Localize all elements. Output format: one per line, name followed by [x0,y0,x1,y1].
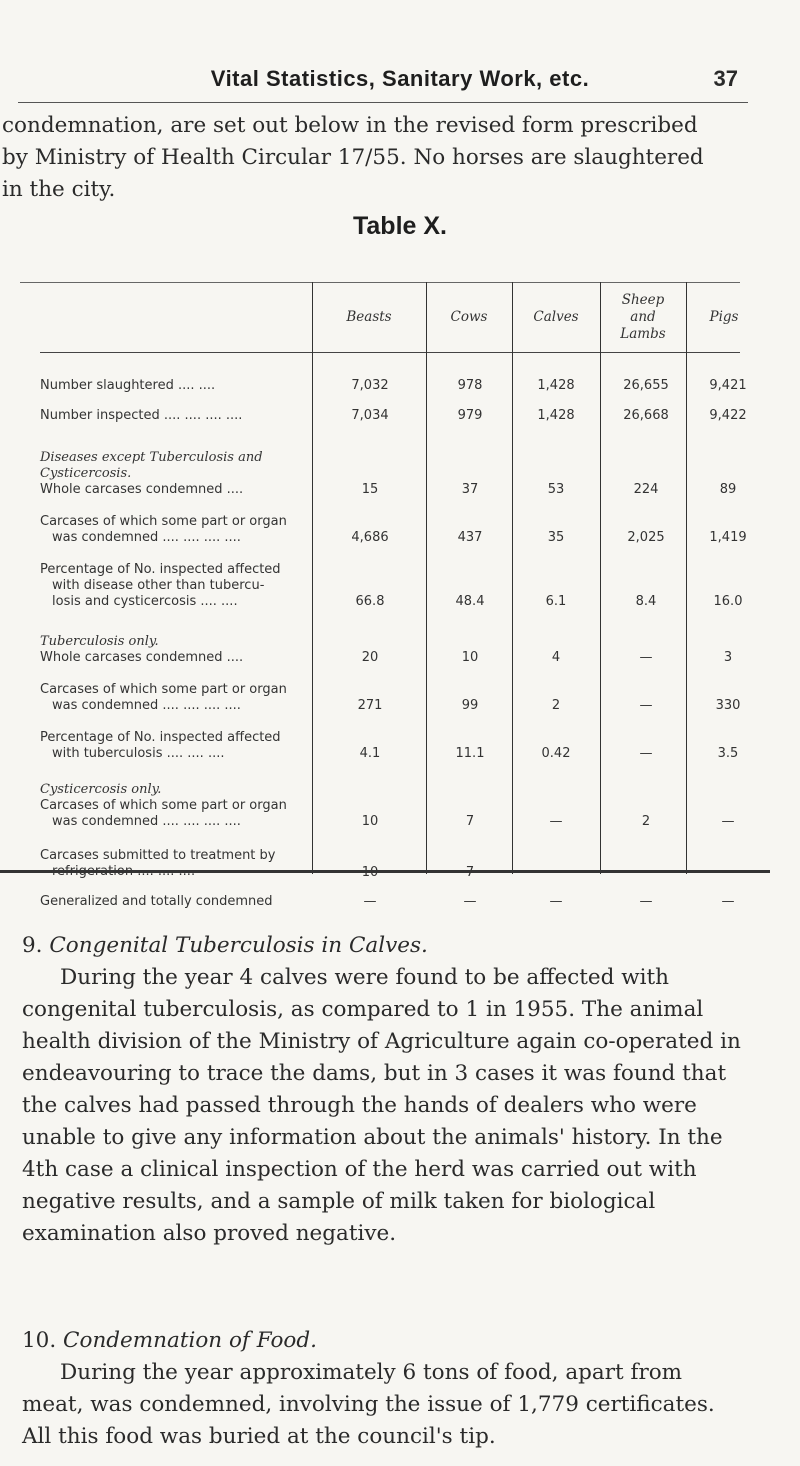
intro-line: by Ministry of Health Circular 17/55. No horses are slaughtered [2,145,704,170]
table-cell: 0.42 [541,746,571,761]
table-cell: — [549,894,563,909]
column-header-line: and [630,308,656,325]
intro-line: in the city. [2,177,116,202]
leader-dots: .... [183,530,200,545]
section-10-heading: 10. Condemnation of Food. [22,1328,317,1353]
table-cell: 99 [461,698,479,713]
column-divider [600,282,601,874]
column-divider [312,282,313,874]
row-label-refrigeration: Carcases submitted to treatment by refrigeration .... .... .... [40,848,276,879]
row-label-number-slaughtered: Number slaughtered .... .... [40,378,216,393]
table-cell: 15 [361,482,379,497]
column-divider [686,282,687,874]
leader-dots: .... [163,408,181,423]
leader-dots: .... [205,408,222,423]
leader-dots: .... [224,530,241,545]
column-header-cows: Cows [450,308,488,325]
intro-line: condemnation, are set out below in the revised form prescribed [2,113,698,138]
leader-dots: .... [162,814,179,829]
leader-dots: .... [221,594,238,609]
table-cell: 26,668 [623,408,669,423]
section-heading-diseases: Diseases except Tuberculosis and Cysticercosis. [40,450,263,481]
table-cell: 9,421 [709,378,747,393]
table-cell: 979 [457,408,483,423]
leader-dots: .... [203,814,221,829]
table-cell: — [549,814,563,829]
table-cell: 7,032 [351,378,389,393]
section-9-heading: 9. Congenital Tuberculosis in Calves. [22,933,428,958]
table-cell: 7 [465,814,475,829]
leader-dots: .... [224,698,241,713]
column-header-calves: Calves [533,308,579,325]
intro-paragraph [2,110,762,206]
table-cell: 7 [465,865,475,880]
table-cell: 10 [361,814,379,829]
table-cell: — [721,814,735,829]
section-heading-tuberculosis: Tuberculosis only. [40,634,159,649]
table-cell: — [721,894,735,909]
table-cell: 978 [457,378,483,393]
table-cell: — [639,894,653,909]
leader-dots: .... [184,408,202,423]
column-header-pigs: Pigs [709,308,739,325]
column-divider [426,282,427,874]
table-cell: 16.0 [713,594,743,609]
statistics-table [0,282,800,874]
column-header-line: Sheep [621,291,665,308]
table-cell: 330 [715,698,741,713]
leader-dots: .... [225,408,243,423]
column-header-sheep-and-lambs [600,282,686,352]
leader-dots: .... [162,698,179,713]
leader-dots: .... [183,698,200,713]
section-heading-cysticercosis: Cysticercosis only. [40,782,162,797]
row-label-carcases-part-condemned: Carcases of which some part or organ was condemned .... .... .... .... [40,514,287,545]
column-header-line: Lambs [620,325,666,342]
row-label-cyst-carcases-part: Cysticercosis only. Carcases of which some part or organ was condemned .... .... .... .... [40,782,300,830]
leader-dots: .... [162,530,179,545]
table-cell: 3.5 [717,746,739,761]
header-rule [18,102,748,103]
column-header-beasts: Beasts [346,308,392,325]
table-cell: 4 [551,650,561,665]
section-9 [22,930,742,1250]
table-cell: 7,034 [351,408,389,423]
table-cell: — [639,650,653,665]
table-cell: — [549,865,563,880]
table-cell: 8.4 [635,594,657,609]
table-cell: 2 [551,698,561,713]
table-cell: — [639,746,653,761]
table-cell: 4.1 [359,746,381,761]
row-label-tb-whole-carcases: Tuberculosis only. Whole carcases condemned .... [40,634,300,666]
row-label-tb-carcases-part: Carcases of which some part or organ was condemned .... .... .... .... [40,682,287,713]
table-cell: 9,422 [709,408,747,423]
leader-dots: .... [203,698,221,713]
leader-dots: .... [224,814,241,829]
table-cell: 2 [641,814,651,829]
table-cell: 437 [457,530,483,545]
table-cell: 224 [633,482,659,497]
row-label-whole-carcases-condemned: Diseases except Tuberculosis and Cysticercosis. Whole carcases condemned .... [40,450,300,498]
leader-dots: .... [226,482,244,497]
column-divider [512,282,513,874]
leader-dots: .... [157,864,175,879]
table-cell: 4,686 [351,530,389,545]
row-label-tb-percentage: Percentage of No. inspected affected with tuberculosis .... .... .... [40,730,281,761]
table-cell: 20 [361,650,379,665]
table-cell: 26,655 [623,378,669,393]
table-cell: — [639,865,653,880]
table-title: Table X. [352,212,447,240]
table-cell: 1,428 [537,408,575,423]
table-cell: 37 [461,482,479,497]
table-cell: — [363,894,377,909]
leader-dots: .... [203,530,221,545]
running-header: Vital Statistics, Sanitary Work, etc. [210,66,590,91]
leader-dots: .... [137,864,154,879]
table-cell: 6.1 [545,594,567,609]
leader-dots: .... [178,864,196,879]
section-9-body: During the year 4 calves were found to be affected with congenital tuberculosis, as compared to 1 in 1955. The animal health division of the Ministry of Agriculture again co-operated in endeavouring to trace the dams, but in 3 cases it was found that the calves had passed through the hands of dealers who were unable to give any information about the animals' history. In the 4th case a clinical inspection of the herd was carried out with negative results, and a sample of milk taken for biological examination also proved negative. [22,965,741,1246]
leader-dots: .... [183,814,200,829]
table-cell: 2,025 [627,530,665,545]
table-cell: 48.4 [455,594,485,609]
row-label-generalized: Generalized and totally condemned [40,894,273,909]
table-cell: 35 [547,530,565,545]
leader-dots: .... [200,594,217,609]
table-cell: 1,428 [537,378,575,393]
table-cell: 3 [723,650,733,665]
row-label-number-inspected: Number inspected .... .... .... .... [40,408,243,423]
table-cell: 53 [547,482,565,497]
table-cell: 10 [461,650,479,665]
table-cell: 10 [361,865,379,880]
leader-dots: .... [166,746,184,761]
table-cell: 89 [719,482,737,497]
table-cell: — [463,894,477,909]
table-cell: — [639,698,653,713]
table-cell: 271 [357,698,383,713]
row-label-percentage-other-disease: Percentage of No. inspected affected with disease other than tubercu- losis and cysticercosis .... .... [40,562,281,609]
section-10-body: During the year approximately 6 tons of food, apart from meat, was condemned, involving the issue of 1,779 certificates. All this food was buried at the council's tip. [22,1360,715,1449]
page-number: 37 [713,66,738,91]
table-cell: 11.1 [455,746,485,761]
table-header-rule [40,352,740,353]
section-10 [22,1325,742,1453]
leader-dots: .... [207,746,225,761]
table-cell: 66.8 [355,594,385,609]
leader-dots: .... [226,650,244,665]
leader-dots: .... [187,746,204,761]
table-cell: 1,419 [709,530,747,545]
leader-dots: .... [177,378,195,393]
table-cell: — [721,865,735,880]
leader-dots: .... [198,378,216,393]
